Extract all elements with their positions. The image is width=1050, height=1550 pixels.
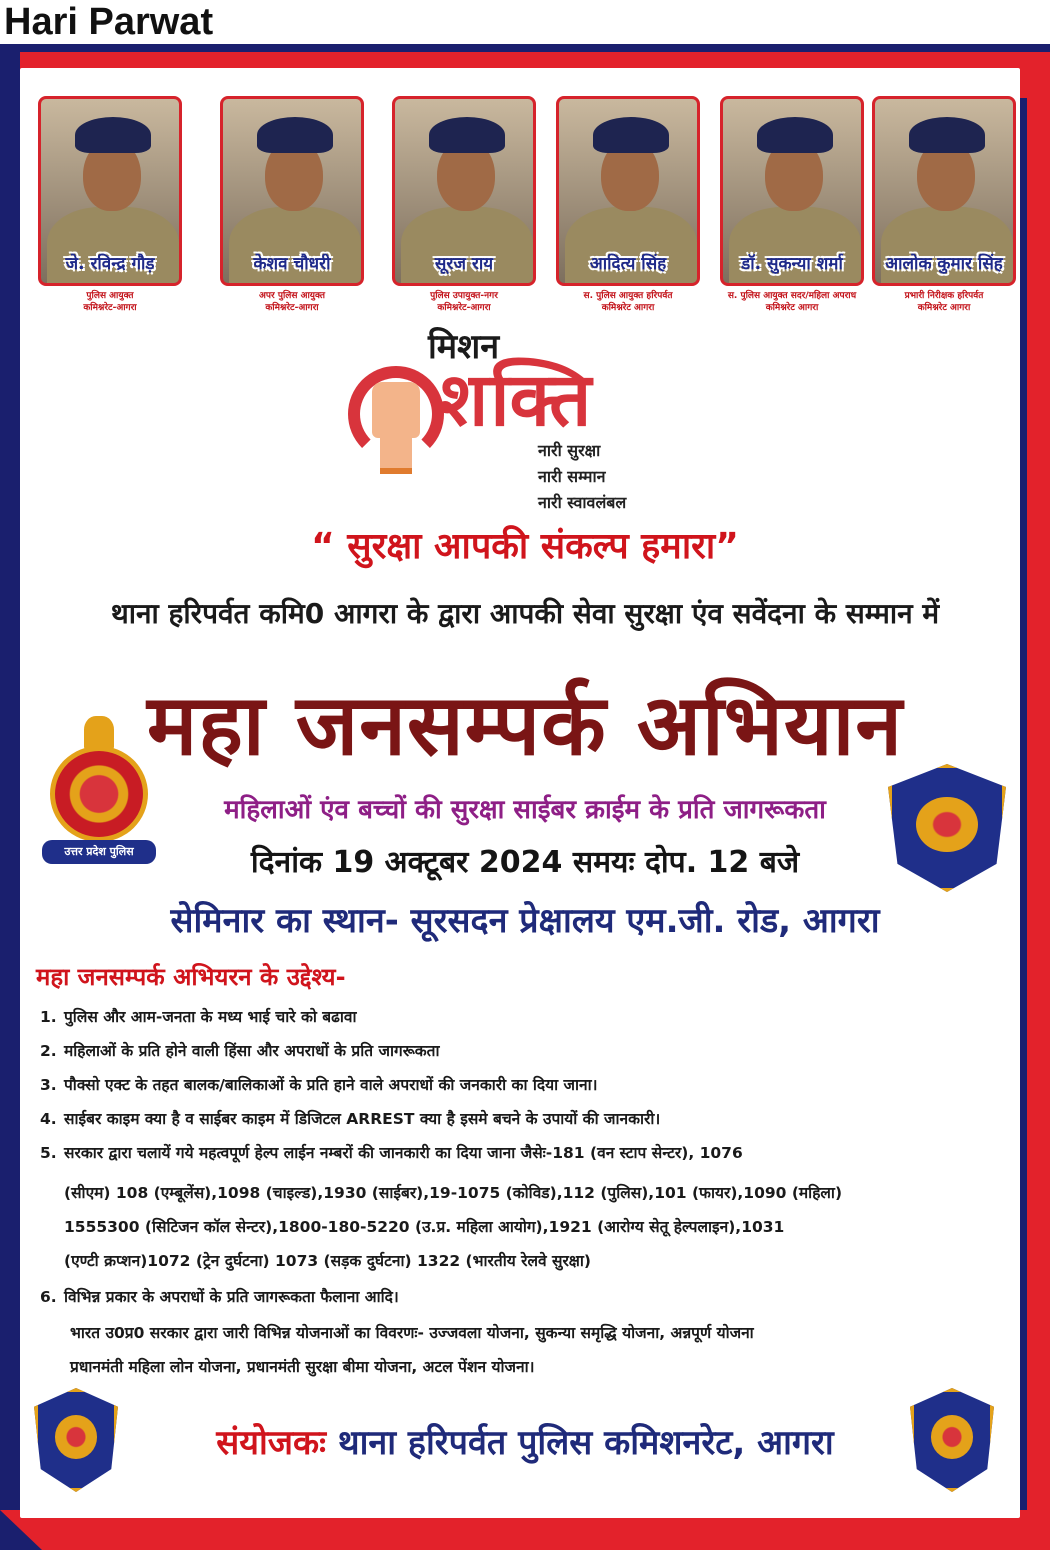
officer-card-6 (872, 96, 1016, 313)
logo-slogans: नारी सुरक्षा नारी सम्मान नारी स्वावलंबल (538, 441, 627, 512)
frame-red-band-right (1027, 52, 1050, 1522)
officer-name: आलोक कुमार सिंह (885, 254, 1003, 274)
awareness-subline: महिलाओं एंव बच्चों की सुरक्षा साईबर क्राईम के प्रति जागरूकता (224, 795, 826, 825)
schemes-text: भारत उ0प्र0 सरकार द्वारा जारी विभिन्न योजनाओं का विवरणः- उज्जवला योजना, सुकन्या समृद्धि योजना, अन्नपूर्ण योजना प्रधानमंती महिला लोन योजना, प्रधानमंती सुरक्षा बीमा योजना, अटल पेंशन योजना। (70, 1324, 754, 1376)
list-item: 5. सरकार द्वारा चलायें गये महत्वपूर्ण हेल्प लाईन नम्बरों की जानकारी का दिया जाना जैसेः-181 (वन स्टाप सेन्टर), 1076 (40, 1144, 743, 1162)
officer-name: सूरज राय (434, 254, 494, 274)
venue-line: सेमिनार का स्थान- सूरसदन प्रेक्षालय एम.जी. रोड, आगरा (170, 901, 880, 941)
organizer-text: थाना हरिपर्वत पुलिस कमिशनरेट, आगरा (337, 1423, 834, 1463)
officer-designation: प्रभारी निरीक्षक हरिपर्वत कमिश्नरेट आगरा (904, 291, 984, 313)
wrist-bangles-icon (380, 436, 412, 474)
helpline-continuation: (एण्टी क्रप्शन)1072 (ट्रेन दुर्घटना) 1073 (सड़क दुर्घटना) 1322 (भारतीय रेलवे सुरक्षा) (64, 1252, 592, 1270)
objectives-list (40, 1000, 1020, 1170)
officer-name: डॉ. सुकन्या शर्मा (741, 254, 843, 274)
officer-card-2 (220, 96, 364, 313)
list-item: 1. पुलिस और आम-जनता के मध्य भाई चारे को बढावा (40, 1008, 357, 1026)
up-police-emblem-icon: उत्तर प्रदेश पुलिस (40, 716, 158, 866)
tagline: “ सुरक्षा आपकी संकल्प हमारा” (311, 526, 739, 567)
officer-name: केशव चौधरी (253, 254, 331, 274)
list-item: 6. विभिन्न प्रकार के अपराधों के प्रति जागरूकता फैलाना आदि। (40, 1288, 399, 1306)
officer-card-3 (392, 96, 536, 313)
list-item: 4. साईबर काइम क्या है व साईबर काइम में डिजिटल ARREST क्या है इसमे बचने के उपायों की जानकारी। (40, 1110, 661, 1128)
officer-designation: पुलिस उपायुक्त-नगर कमिश्नरेट-आगरा (430, 291, 498, 313)
helpline-continuation: (सीएम) 108 (एम्बूलेंस),1098 (चाइल्ड),1930 (साईबर),19-1075 (कोविड),112 (पुलिस),101 (फायर),1090 (महिला) (64, 1184, 843, 1202)
officer-photo (38, 96, 182, 286)
officer-photo (220, 96, 364, 286)
headline: महा जनसम्पर्क अभियान (147, 676, 903, 774)
officer-photo (556, 96, 700, 286)
page-caption: Hari Parwat (4, 1, 214, 43)
officer-name: जे. रविन्द्र गौड़ (65, 254, 155, 274)
objectives-title: महा जनसम्पर्क अभियरन के उद्देश्य- (36, 963, 346, 991)
officer-name: आदित्य सिंह (589, 254, 667, 274)
raised-fist-icon (372, 382, 420, 438)
officer-designation: स. पुलिस आयुक्त हरिपर्वत कमिश्नरेट आगरा (583, 291, 673, 313)
list-item: 2. महिलाओं के प्रति होने वाली हिंसा और अपराधों के प्रति जागरूकता (40, 1042, 440, 1060)
officer-designation: स. पुलिस आयुक्त सदर/महिला अपराध कमिश्नरेट आगरा (727, 291, 857, 313)
organizer-label: संयोजकः (216, 1423, 326, 1463)
officer-card-1 (38, 96, 182, 313)
organizer-line (0, 1418, 1050, 1464)
officer-photo (720, 96, 864, 286)
officer-card-5 (720, 96, 864, 313)
helpline-continuation: 1555300 (सिटिजन कॉल सेन्टर),1800-180-5220 (उ.प्र. महिला आयोग),1921 (आरोग्य सेतू हेल्पलाइन),1031 (64, 1218, 785, 1236)
officer-designation: अपर पुलिस आयुक्त कमिश्नरेट-आगरा (259, 291, 325, 313)
officer-card-4 (556, 96, 700, 313)
list-item: 3. पौक्सो एक्ट के तहत बालक/बालिकाओं के प्रति हाने वाले अपराधों की जनकारी का दिया जाना। (40, 1076, 598, 1094)
officer-designation: पुलिस आयुक्त कमिश्नरेट-आगरा (83, 291, 137, 313)
officer-photo (872, 96, 1016, 286)
logo-shakti-word: शक्ति (438, 357, 594, 443)
logo-mission-word: मिशन (428, 327, 500, 367)
officer-photo (392, 96, 536, 286)
intro-line: थाना हरिपर्वत कमि0 आगरा के द्वारा आपकी सेवा सुरक्षा एंव सवेंदना के सम्मान में (110, 597, 940, 630)
date-time-line: दिनांक 19 अक्टूबर 2024 समयः दोप. 12 बजे (250, 845, 800, 880)
